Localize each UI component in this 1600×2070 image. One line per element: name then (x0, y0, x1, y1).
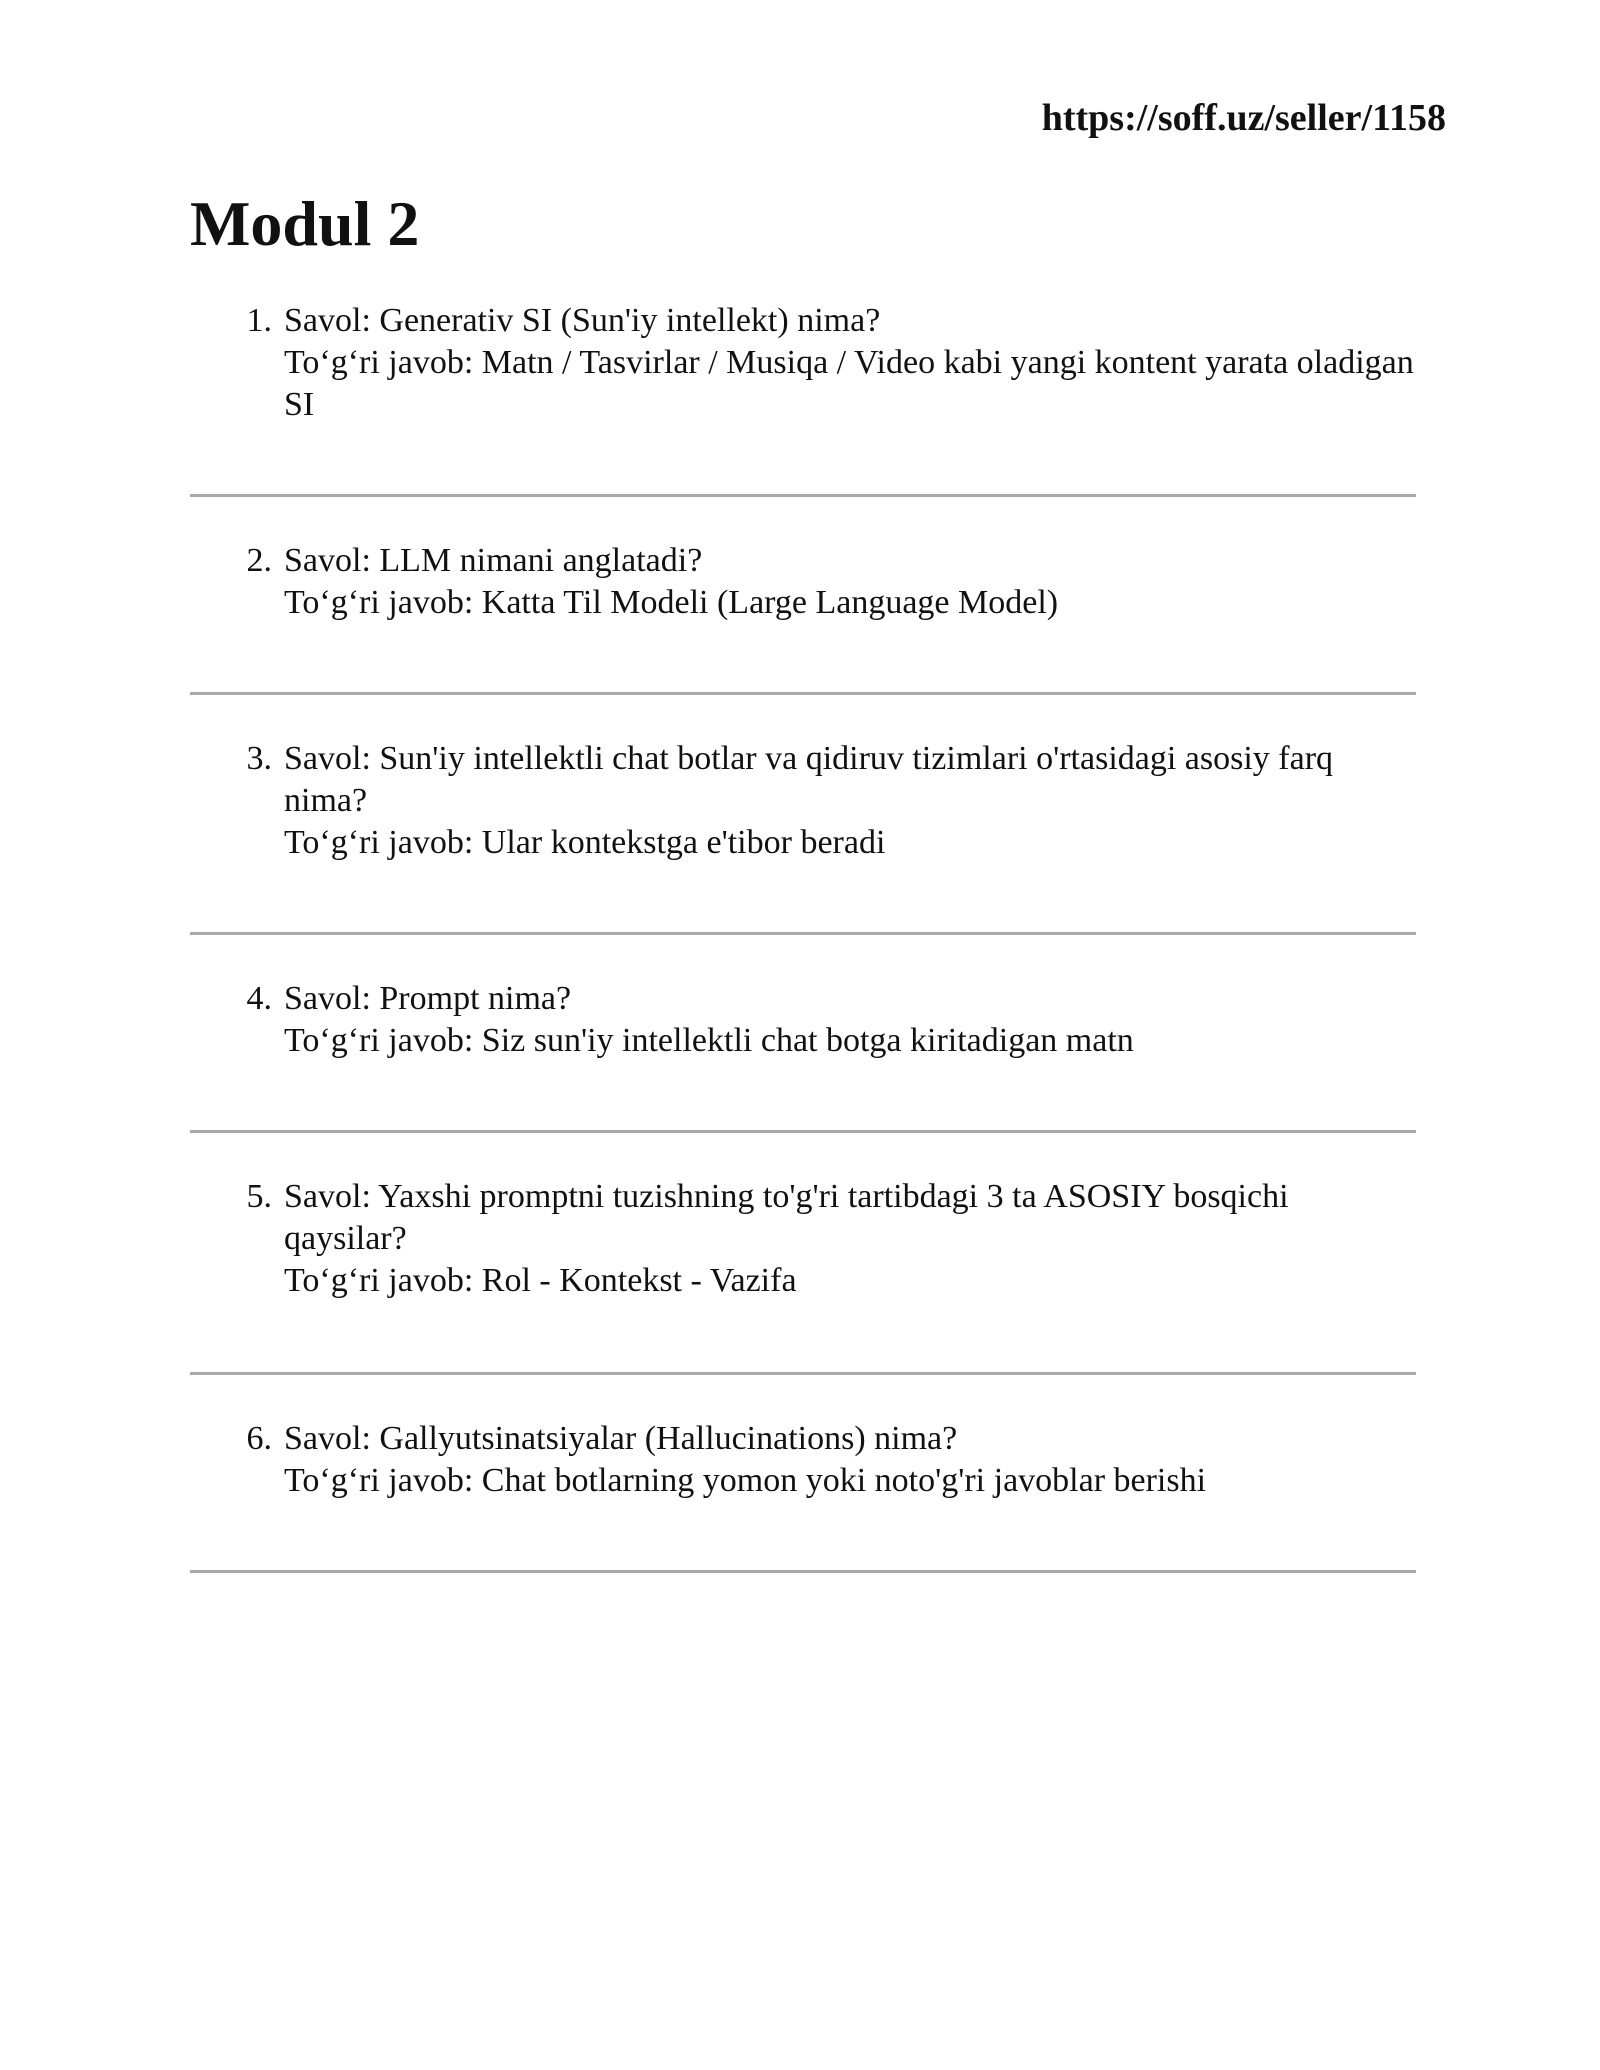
item-number: 6. (246, 1420, 272, 1457)
question-text: Savol: Sun'iy intellektli chat botlar va qidiruv tizimlari o'rtasidagi asosiy farq nima? (284, 740, 1334, 819)
qa-item-5 (190, 1176, 1416, 1302)
qa-item-2 (190, 540, 1416, 624)
answer-text: To‘g‘ri javob: Katta Til Modeli (Large Language Model) (284, 584, 1059, 621)
answer-text: To‘g‘ri javob: Siz sun'iy intellektli chat botga kiritadigan matn (284, 1022, 1134, 1059)
qa-item-6 (190, 1418, 1416, 1502)
qa-text (284, 738, 1416, 864)
qa-text (284, 300, 1416, 426)
qa-text (284, 978, 1416, 1062)
qa-item-4 (190, 978, 1416, 1062)
item-number: 1. (246, 302, 272, 339)
page-title: Modul 2 (190, 188, 420, 259)
qa-text (284, 1418, 1416, 1502)
answer-text: To‘g‘ri javob: Rol - Kontekst - Vazifa (284, 1262, 797, 1299)
item-number: 4. (246, 980, 272, 1017)
divider (190, 932, 1416, 935)
item-number: 5. (246, 1178, 272, 1215)
question-text: Savol: Prompt nima? (284, 980, 572, 1017)
item-number: 2. (246, 542, 272, 579)
question-text: Savol: LLM nimani anglatadi? (284, 542, 703, 579)
divider (190, 1372, 1416, 1375)
qa-text (284, 540, 1416, 624)
divider (190, 1570, 1416, 1573)
question-text: Savol: Gallyutsinatsiyalar (Hallucinations) nima? (284, 1420, 958, 1457)
qa-item-1 (190, 300, 1416, 426)
answer-text: To‘g‘ri javob: Ular kontekstga e'tibor beradi (284, 824, 886, 861)
qa-text (284, 1176, 1416, 1302)
divider (190, 1130, 1416, 1133)
question-text: Savol: Generativ SI (Sun'iy intellekt) nima? (284, 302, 881, 339)
item-number: 3. (246, 740, 272, 777)
divider (190, 494, 1416, 497)
qa-item-3 (190, 738, 1416, 864)
divider (190, 692, 1416, 695)
question-text: Savol: Yaxshi promptni tuzishning to'g'ri tartibdagi 3 ta ASOSIY bosqichi qaysilar? (284, 1178, 1289, 1257)
answer-text: To‘g‘ri javob: Matn / Tasvirlar / Musiqa / Video kabi yangi kontent yarata oladigan SI (284, 344, 1414, 423)
header-url: https://soff.uz/seller/1158 (1041, 97, 1446, 139)
answer-text: To‘g‘ri javob: Chat botlarning yomon yoki noto'g'ri javoblar berishi (284, 1462, 1207, 1499)
